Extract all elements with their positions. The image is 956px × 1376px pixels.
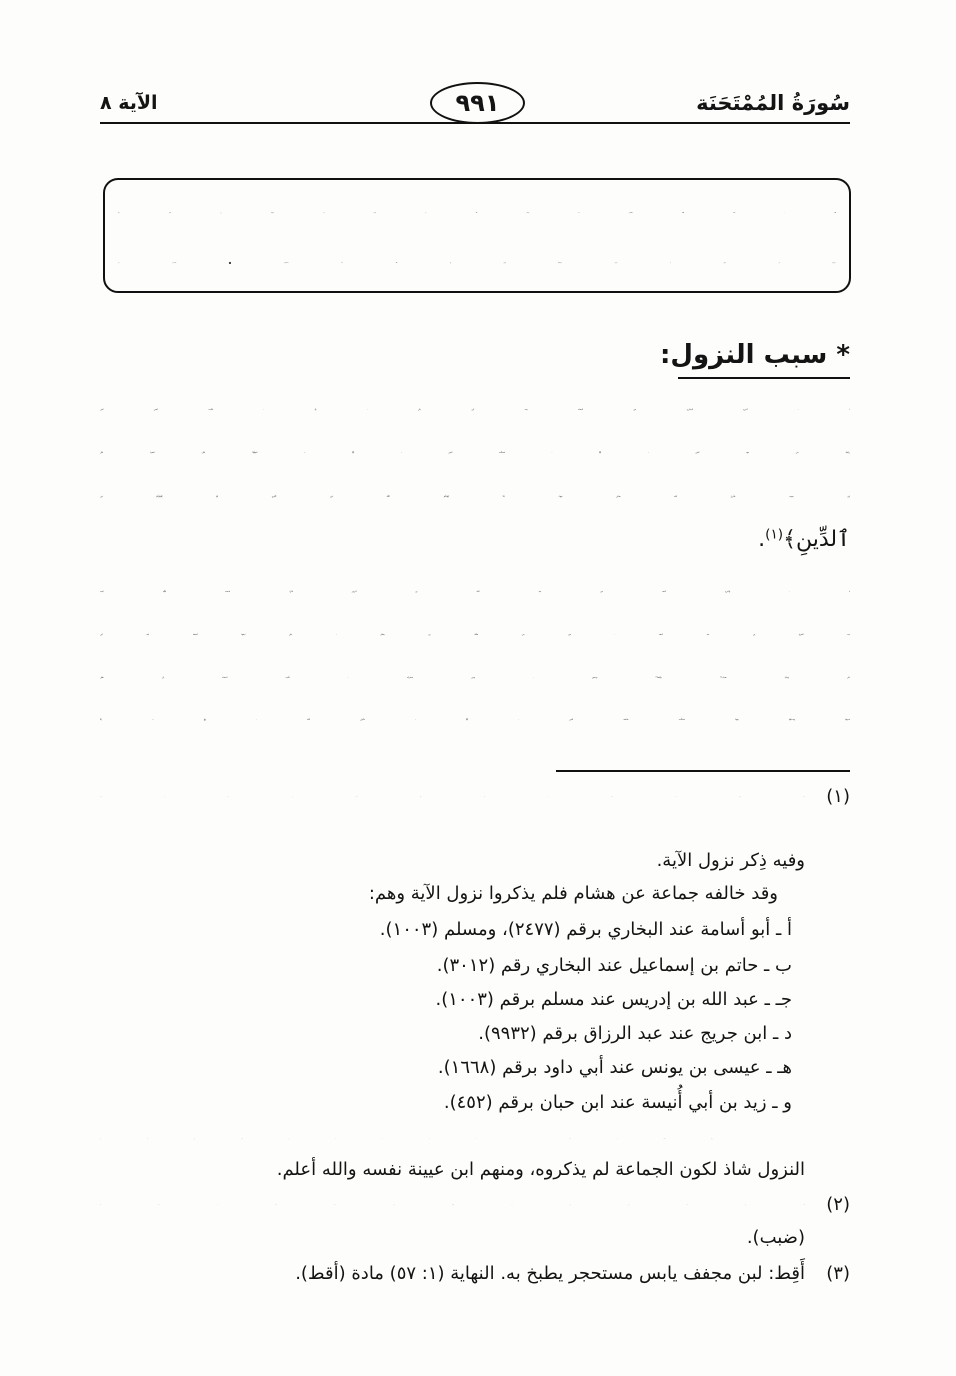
- closing-bracket: ﴾: [228, 263, 230, 264]
- footnote-list-item: هـ ـ عيسى بن يونس عند أبي داود برقم (١٦٦٨).: [437, 1057, 792, 1078]
- footnote-line: [100, 814, 805, 844]
- heading-underline: [678, 377, 850, 379]
- footnote-list-item: ب ـ حاتم بن إسماعيل عند البخاري رقم (٣٠١٢).: [436, 955, 792, 976]
- footnote-ref-1: (١): [765, 526, 784, 543]
- quran-verse: ﴿لَا يَنْهَىٰكُمُ ٱللَّهُ عَنِ ٱلَّذِينَ لَمْ يُقَٰتِلُوكُمْ فِي ٱلدِّينِ وَلَمْ: [118, 213, 580, 214]
- footnote-list-item: جـ ـ عبد الله بن إدريس عند مسلم برقم (١٠٠٣).: [435, 989, 792, 1010]
- footnote-line: النزول شاذ لكون الجماعة لم يذكروه، ومنهم ابن عيينة نفسه والله أعلم.: [276, 1159, 805, 1180]
- footnote-list-item: أ ـ أبو أسامة عند البخاري برقم (٢٤٧٧)، ومسلم (١٠٠٣).: [379, 919, 792, 940]
- verse-box-line-1: [118, 196, 836, 232]
- paragraph-line: راغبةً، في عهد النبي ـ ﷺ ـ فسألت النبي ـ ﷺ ـ: آصِلُها؟ قال: (نعم). قال: [100, 452, 850, 454]
- footnote-ref-2: (٢): [719, 677, 722, 679]
- period: .: [758, 527, 766, 552]
- heading-title: سبب النزول:: [659, 340, 828, 370]
- paragraph-line: هديتها وتدخلها بيتها. فسألت عائشة النبي ـ ﷺ ـ فأنزل الله ـ ﷿ ـ: ﴿لَا: [100, 719, 850, 721]
- surah-title: سُورَةُ المُمْتَحَنَة: [696, 91, 850, 115]
- footnote-list-item: د ـ ابن جريج عند عبد الرزاق برقم (٩٩٣٢).: [478, 1023, 792, 1044]
- verse-box-line-2: [118, 246, 836, 282]
- footnote-list-item: [100, 1124, 805, 1154]
- paragraph-line: عبد العزىٰ بن عبد أسعد ـ من بني مالك بن حِسْل ـ على ابنتها أسماء ابنة أبي: [100, 634, 850, 636]
- quran-verse-end: ٱلدِّينِ﴾: [783, 527, 850, 552]
- footnote-line: أَقِط: لبن مجفف يابس مستحجر يطبخ به. النهاية (١: ٥٧) مادة (أقط).: [295, 1263, 805, 1284]
- heading-asterisk: *: [836, 340, 850, 370]
- paragraph-line: [100, 658, 850, 698]
- paragraph-line: [100, 520, 850, 560]
- section-heading: [600, 335, 850, 375]
- footnote-line: وفيه ذِكر نزول الآية.: [656, 850, 805, 871]
- surah-citation: [الممتحنة: ٨].: [118, 263, 177, 264]
- text-segment: بكر بهدايا ضباب: [721, 677, 851, 679]
- paragraph-line: ١ ـ أخرج البخاري عن أسماء بنت أبي بكر ـ ﵄ ـ قالت: أتتني أمي: [100, 409, 850, 411]
- footnote-line: [100, 1190, 805, 1220]
- footnote-line: [100, 782, 805, 812]
- footnote-marker-3: (٣): [826, 1263, 850, 1284]
- text-segment: وأقط: [657, 677, 662, 679]
- quran-verse: يُخْرِجُوكُم مِّن دِيَٰرِكُمْ أَن تَبَرُّوهُمْ وَتُقْسِطُوٓاْ إِلَيْهِمْ إِنَّ ٱللَّهَ يُحِبُّ ٱلْمُقْسِطِينَ: [283, 263, 836, 264]
- page-number-oval: [430, 82, 525, 124]
- footnote-line: (ضبب).: [746, 1227, 805, 1248]
- footnote-separator: [556, 770, 850, 772]
- footnote-marker-1: (١): [826, 786, 850, 807]
- paragraph-line: ابن عيينة: فأنزل الله تعالى فيها: ﴿لَا يَنْهَىٰكُمُ ٱللَّهُ عَنِ ٱلَّذِينَ لَمْ يُقَٰتِلُوكُمْ فِي: [100, 496, 850, 498]
- ayah-number-marker: [229, 262, 231, 264]
- footnote-marker-2: (٢): [826, 1194, 850, 1215]
- footnote-line: وقد خالفه جماعة عن هشام فلم يذكروا نزول الآية وهم:: [368, 883, 778, 904]
- footnote-list-item: و ـ زيد بن أبي أُنيسة عند ابن حبان برقم (٤٥٢).: [443, 1092, 792, 1113]
- verse-intro: ١٧٩ ـ قـال الله تـعـالـى:: [628, 213, 836, 214]
- verse-label: الآية ٨: [100, 92, 158, 114]
- page-number: ٩٩١: [455, 89, 500, 117]
- text-segment: وسمن ـ وهي مشركة ـ فأبت أسماء أن تقبل: [100, 677, 598, 679]
- footnote-ref-3: (٣): [655, 677, 658, 679]
- paragraph-line: ٢ ـ وأخرج أحمد عن عبد الله بن الزبير قال: قدمت قَيْلة ابنت: [100, 591, 850, 593]
